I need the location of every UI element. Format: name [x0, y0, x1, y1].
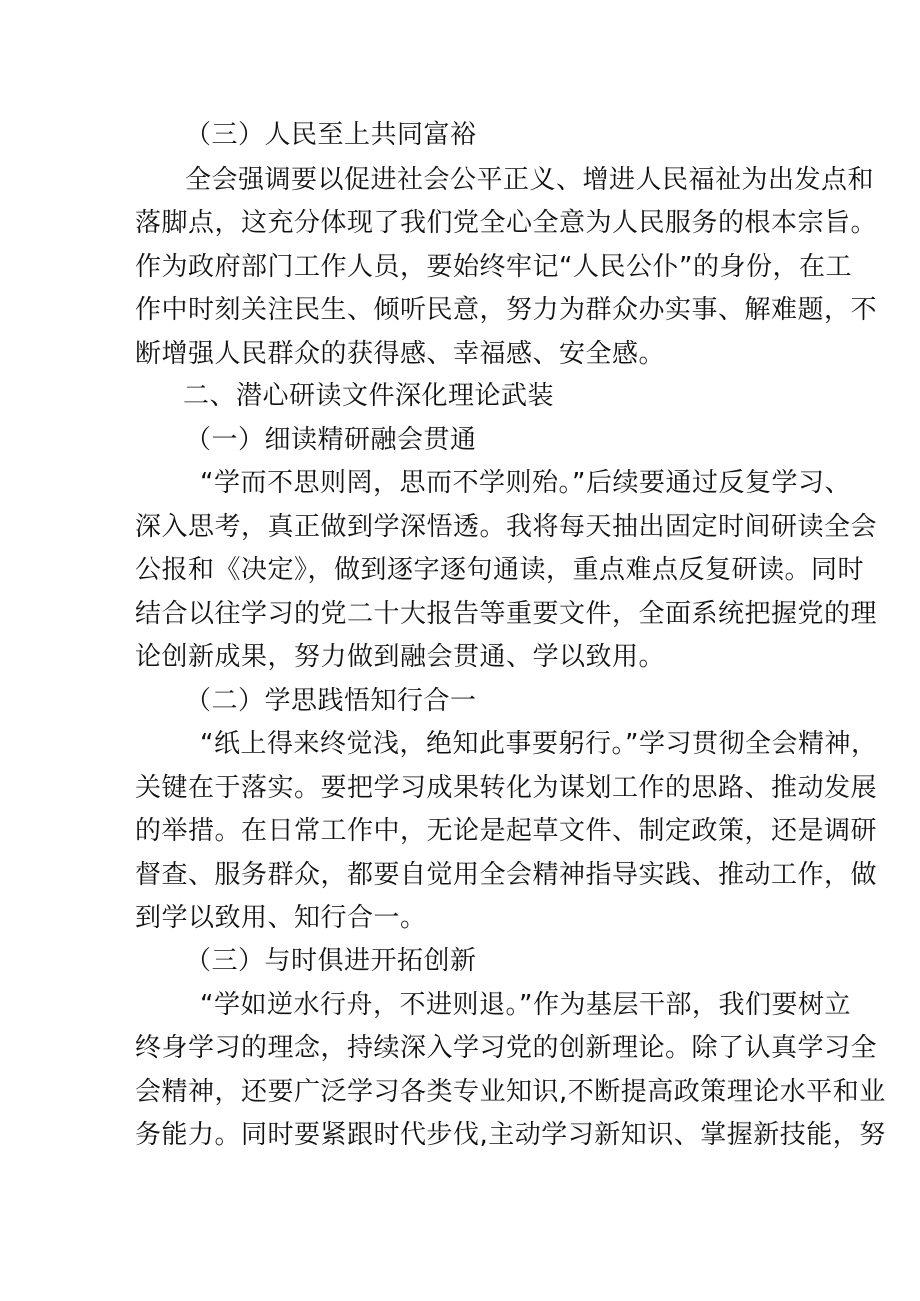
paragraph-line: 全会强调要以促进社会公平正义、增进人民福祉为出发点和 [185, 165, 875, 195]
paragraph-line: 会精神，还要广泛学习各类专业知识,不断提高政策理论水平和业 [135, 1077, 886, 1107]
paragraph-line: 结合以往学习的党二十大报告等重要文件，全面系统把握党的理 [135, 599, 878, 629]
paragraph-line: 到学以致用、知行合一。 [135, 903, 427, 933]
paragraph-line: 公报和《决定》，做到逐字逐句通读，重点难点反复研读。同时 [135, 555, 865, 585]
paragraph-line: “纸上得来终觉浅，绝知此事要躬行。”学习贯彻全会精神， [200, 729, 878, 759]
paragraph-line: “学如逆水行舟，不进则退。”作为基层干部，我们要树立 [200, 990, 851, 1020]
paragraph-line: 论创新成果，努力做到融会贯通、学以致用。 [135, 642, 666, 672]
paragraph-line: 关键在于落实。要把学习成果转化为谋划工作的思路、推动发展 [135, 773, 878, 803]
section-heading: 二、潜心研读文件深化理论武装 [183, 381, 555, 411]
subsection-heading: （一）细读精研融会贯通 [185, 425, 477, 455]
paragraph-line: 深入思考，真正做到学深悟透。我将每天抽出固定时间研读全会 [135, 512, 878, 542]
paragraph-line: 督查、服务群众，都要自觉用全会精神指导实践、推动工作，做 [135, 860, 878, 890]
paragraph-line: “学而不思则罔，思而不学则殆。”后续要通过反复学习、 [200, 468, 851, 498]
paragraph-line: 作中时刻关注民生、倾听民意，努力为群众办实事、解难题，不 [135, 295, 878, 325]
subsection-heading: （三）人民至上共同富裕 [185, 120, 477, 150]
paragraph-line: 终身学习的理念，持续深入学习党的创新理论。除了认真学习全 [135, 1033, 878, 1063]
paragraph-line: 断增强人民群众的获得感、幸福感、安全感。 [135, 339, 666, 369]
paragraph-line: 的举措。在日常工作中，无论是起草文件、制定政策，还是调研 [135, 816, 878, 846]
paragraph-line: 作为政府部门工作人员，要始终牢记“人民公仆”的身份，在工 [135, 252, 852, 282]
paragraph-line: 务能力。同时要紧跟时代步伐,主动学习新知识、掌握新技能，努 [135, 1120, 886, 1150]
paragraph-line: 落脚点，这充分体现了我们党全心全意为人民服务的根本宗旨。 [135, 208, 878, 238]
subsection-heading: （三）与时俱进开拓创新 [185, 946, 477, 976]
subsection-heading: （二）学思践悟知行合一 [185, 686, 477, 716]
